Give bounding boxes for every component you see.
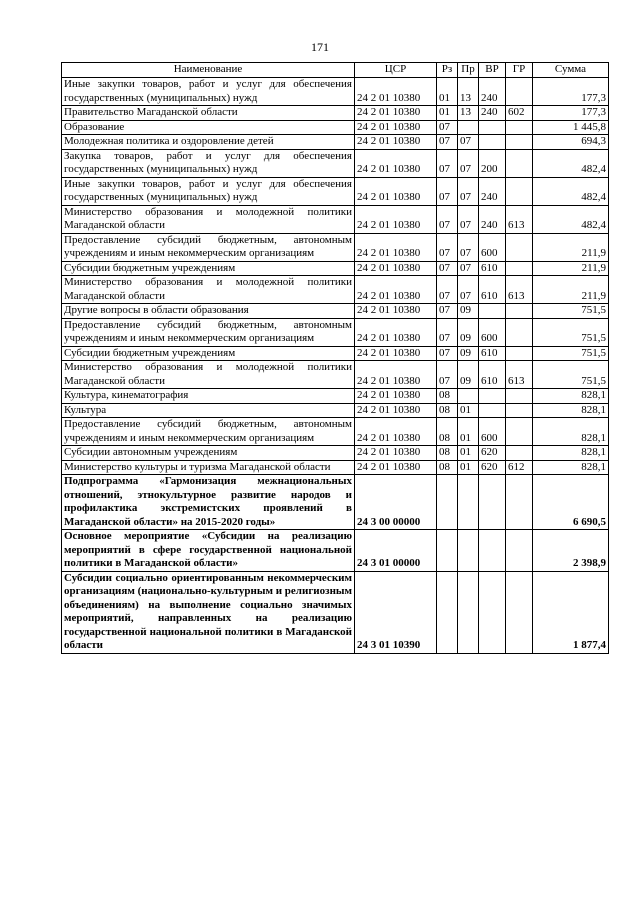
cell-vr	[479, 530, 506, 572]
cell-gr: 602	[506, 106, 533, 121]
cell-gr	[506, 389, 533, 404]
cell-name: Субсидии автономным учреждениям	[62, 446, 355, 461]
cell-name: Культура, кинематография	[62, 389, 355, 404]
cell-sum: 694,3	[533, 135, 609, 150]
cell-pr: 01	[458, 418, 479, 446]
cell-sum: 828,1	[533, 460, 609, 475]
table-row	[62, 346, 609, 361]
cell-gr: 613	[506, 361, 533, 389]
budget-table	[61, 62, 609, 654]
cell-rz: 07	[437, 205, 458, 233]
cell-vr	[479, 120, 506, 135]
cell-code: 24 2 01 10380	[355, 346, 437, 361]
cell-vr: 600	[479, 318, 506, 346]
table-row	[62, 403, 609, 418]
table-row	[62, 446, 609, 461]
cell-pr: 07	[458, 177, 479, 205]
table-row	[62, 233, 609, 261]
cell-vr	[479, 403, 506, 418]
cell-vr: 240	[479, 78, 506, 106]
cell-name: Субсидии бюджетным учреждениям	[62, 261, 355, 276]
cell-code: 24 2 01 10380	[355, 177, 437, 205]
cell-pr	[458, 475, 479, 530]
cell-code: 24 3 01 10390	[355, 571, 437, 653]
table-row	[62, 418, 609, 446]
cell-pr: 07	[458, 149, 479, 177]
cell-name: Предоставление субсидий бюджетным, автономным учреждениям и иным некоммерческим организациям	[62, 233, 355, 261]
cell-name: Предоставление субсидий бюджетным, автономным учреждениям и иным некоммерческим организациям	[62, 418, 355, 446]
cell-gr	[506, 530, 533, 572]
cell-rz: 08	[437, 418, 458, 446]
cell-code: 24 2 01 10380	[355, 120, 437, 135]
cell-name: Культура	[62, 403, 355, 418]
cell-code: 24 2 01 10380	[355, 135, 437, 150]
cell-pr: 09	[458, 346, 479, 361]
cell-sum: 751,5	[533, 318, 609, 346]
table-row	[62, 149, 609, 177]
cell-name: Предоставление субсидий бюджетным, автономным учреждениям и иным некоммерческим организациям	[62, 318, 355, 346]
cell-name: Министерство образования и молодежной политики Магаданской области	[62, 205, 355, 233]
cell-name: Молодежная политика и оздоровление детей	[62, 135, 355, 150]
table-row	[62, 475, 609, 530]
cell-gr	[506, 418, 533, 446]
cell-name: Субсидии бюджетным учреждениям	[62, 346, 355, 361]
cell-code: 24 2 01 10380	[355, 403, 437, 418]
cell-rz: 07	[437, 346, 458, 361]
cell-rz: 07	[437, 177, 458, 205]
cell-code: 24 2 01 10380	[355, 446, 437, 461]
cell-gr	[506, 446, 533, 461]
cell-rz: 08	[437, 446, 458, 461]
cell-rz: 08	[437, 460, 458, 475]
cell-pr	[458, 571, 479, 653]
cell-gr	[506, 149, 533, 177]
cell-rz: 07	[437, 361, 458, 389]
table-row	[62, 389, 609, 404]
table-row	[62, 361, 609, 389]
cell-rz: 07	[437, 135, 458, 150]
cell-sum: 828,1	[533, 418, 609, 446]
cell-vr	[479, 135, 506, 150]
cell-name: Субсидии социально ориентированным некоммерческим организациям (национально-культурным и религиозным объединениям) на выполнение социально значимых мероприятий, направленных на реализацию государственной национальной политики в Магаданской области	[62, 571, 355, 653]
cell-gr	[506, 177, 533, 205]
cell-gr	[506, 346, 533, 361]
cell-vr: 600	[479, 233, 506, 261]
cell-code: 24 2 01 10380	[355, 418, 437, 446]
cell-vr: 610	[479, 346, 506, 361]
cell-gr	[506, 571, 533, 653]
table-row	[62, 460, 609, 475]
cell-rz: 07	[437, 276, 458, 304]
cell-sum: 751,5	[533, 304, 609, 319]
cell-sum: 211,9	[533, 276, 609, 304]
cell-sum: 1 877,4	[533, 571, 609, 653]
cell-vr: 240	[479, 205, 506, 233]
cell-code: 24 2 01 10380	[355, 205, 437, 233]
cell-pr	[458, 389, 479, 404]
cell-name: Правительство Магаданской области	[62, 106, 355, 121]
cell-pr: 01	[458, 460, 479, 475]
cell-code: 24 2 01 10380	[355, 361, 437, 389]
header-rz: Рз	[437, 63, 458, 78]
table-row	[62, 177, 609, 205]
cell-vr: 610	[479, 276, 506, 304]
cell-gr	[506, 78, 533, 106]
cell-sum: 482,4	[533, 177, 609, 205]
header-gr: ГР	[506, 63, 533, 78]
cell-rz: 08	[437, 389, 458, 404]
cell-code: 24 2 01 10380	[355, 78, 437, 106]
cell-name: Иные закупки товаров, работ и услуг для обеспечения государственных (муниципальных) нужд	[62, 78, 355, 106]
cell-rz: 07	[437, 149, 458, 177]
cell-name: Основное мероприятие «Субсидии на реализацию мероприятий в сфере государственной национальной политики в Магаданской области»	[62, 530, 355, 572]
cell-code: 24 2 01 10380	[355, 149, 437, 177]
cell-gr	[506, 403, 533, 418]
cell-vr: 240	[479, 177, 506, 205]
cell-code: 24 2 01 10380	[355, 460, 437, 475]
table-row	[62, 530, 609, 572]
table-body	[62, 78, 609, 654]
cell-pr: 09	[458, 361, 479, 389]
cell-rz: 01	[437, 106, 458, 121]
table-row	[62, 135, 609, 150]
cell-rz: 07	[437, 304, 458, 319]
cell-sum: 177,3	[533, 78, 609, 106]
cell-sum: 1 445,8	[533, 120, 609, 135]
table-row	[62, 571, 609, 653]
cell-sum: 482,4	[533, 205, 609, 233]
cell-sum: 751,5	[533, 346, 609, 361]
cell-vr: 610	[479, 261, 506, 276]
cell-vr: 600	[479, 418, 506, 446]
cell-pr: 13	[458, 106, 479, 121]
cell-pr: 07	[458, 276, 479, 304]
cell-pr: 07	[458, 135, 479, 150]
cell-gr	[506, 318, 533, 346]
cell-code: 24 2 01 10380	[355, 233, 437, 261]
cell-vr: 620	[479, 446, 506, 461]
cell-code: 24 2 01 10380	[355, 389, 437, 404]
cell-rz: 07	[437, 261, 458, 276]
cell-code: 24 3 01 00000	[355, 530, 437, 572]
cell-gr	[506, 261, 533, 276]
cell-sum: 482,4	[533, 149, 609, 177]
cell-code: 24 2 01 10380	[355, 261, 437, 276]
cell-rz	[437, 475, 458, 530]
cell-pr: 07	[458, 233, 479, 261]
header-code: ЦСР	[355, 63, 437, 78]
cell-sum: 828,1	[533, 403, 609, 418]
cell-gr: 613	[506, 276, 533, 304]
cell-rz	[437, 530, 458, 572]
cell-rz: 07	[437, 233, 458, 261]
table-row	[62, 276, 609, 304]
table-row	[62, 261, 609, 276]
cell-sum: 177,3	[533, 106, 609, 121]
cell-sum: 2 398,9	[533, 530, 609, 572]
cell-rz: 07	[437, 120, 458, 135]
cell-rz	[437, 571, 458, 653]
cell-pr	[458, 530, 479, 572]
cell-pr: 01	[458, 403, 479, 418]
cell-sum: 828,1	[533, 389, 609, 404]
cell-sum: 6 690,5	[533, 475, 609, 530]
cell-name: Министерство культуры и туризма Магаданской области	[62, 460, 355, 475]
cell-code: 24 2 01 10380	[355, 304, 437, 319]
table-row	[62, 106, 609, 121]
cell-vr: 610	[479, 361, 506, 389]
cell-name: Министерство образования и молодежной политики Магаданской области	[62, 276, 355, 304]
table-row	[62, 205, 609, 233]
table-row	[62, 304, 609, 319]
cell-vr	[479, 304, 506, 319]
cell-code: 24 2 01 10380	[355, 276, 437, 304]
cell-sum: 211,9	[533, 233, 609, 261]
cell-sum: 828,1	[533, 446, 609, 461]
cell-name: Министерство образования и молодежной политики Магаданской области	[62, 361, 355, 389]
cell-name: Иные закупки товаров, работ и услуг для обеспечения государственных (муниципальных) нужд	[62, 177, 355, 205]
cell-pr	[458, 120, 479, 135]
cell-pr: 07	[458, 261, 479, 276]
cell-code: 24 2 01 10380	[355, 106, 437, 121]
cell-gr	[506, 475, 533, 530]
cell-gr	[506, 233, 533, 261]
cell-vr: 620	[479, 460, 506, 475]
table-header-row	[62, 63, 609, 78]
page-number: 171	[311, 40, 329, 54]
cell-gr	[506, 120, 533, 135]
cell-pr: 13	[458, 78, 479, 106]
table-row	[62, 120, 609, 135]
cell-rz: 08	[437, 403, 458, 418]
header-pr: Пр	[458, 63, 479, 78]
cell-code: 24 3 00 00000	[355, 475, 437, 530]
cell-vr	[479, 389, 506, 404]
cell-gr	[506, 135, 533, 150]
cell-code: 24 2 01 10380	[355, 318, 437, 346]
cell-gr: 612	[506, 460, 533, 475]
cell-vr: 240	[479, 106, 506, 121]
cell-pr: 01	[458, 446, 479, 461]
cell-sum: 751,5	[533, 361, 609, 389]
cell-vr	[479, 475, 506, 530]
cell-gr: 613	[506, 205, 533, 233]
cell-pr: 09	[458, 304, 479, 319]
cell-vr: 200	[479, 149, 506, 177]
cell-name: Другие вопросы в области образования	[62, 304, 355, 319]
header-vr: ВР	[479, 63, 506, 78]
table-row	[62, 78, 609, 106]
header-sum: Сумма	[533, 63, 609, 78]
cell-rz: 01	[437, 78, 458, 106]
cell-name: Подпрограмма «Гармонизация межнациональных отношений, этнокультурное развитие народов и профилактика экстремистских проявлений в Магаданской области» на 2015-2020 годы»	[62, 475, 355, 530]
cell-rz: 07	[437, 318, 458, 346]
cell-vr	[479, 571, 506, 653]
cell-name: Образование	[62, 120, 355, 135]
cell-name: Закупка товаров, работ и услуг для обеспечения государственных (муниципальных) нужд	[62, 149, 355, 177]
header-name: Наименование	[62, 63, 355, 78]
cell-gr	[506, 304, 533, 319]
cell-pr: 09	[458, 318, 479, 346]
table-row	[62, 318, 609, 346]
cell-sum: 211,9	[533, 261, 609, 276]
cell-pr: 07	[458, 205, 479, 233]
